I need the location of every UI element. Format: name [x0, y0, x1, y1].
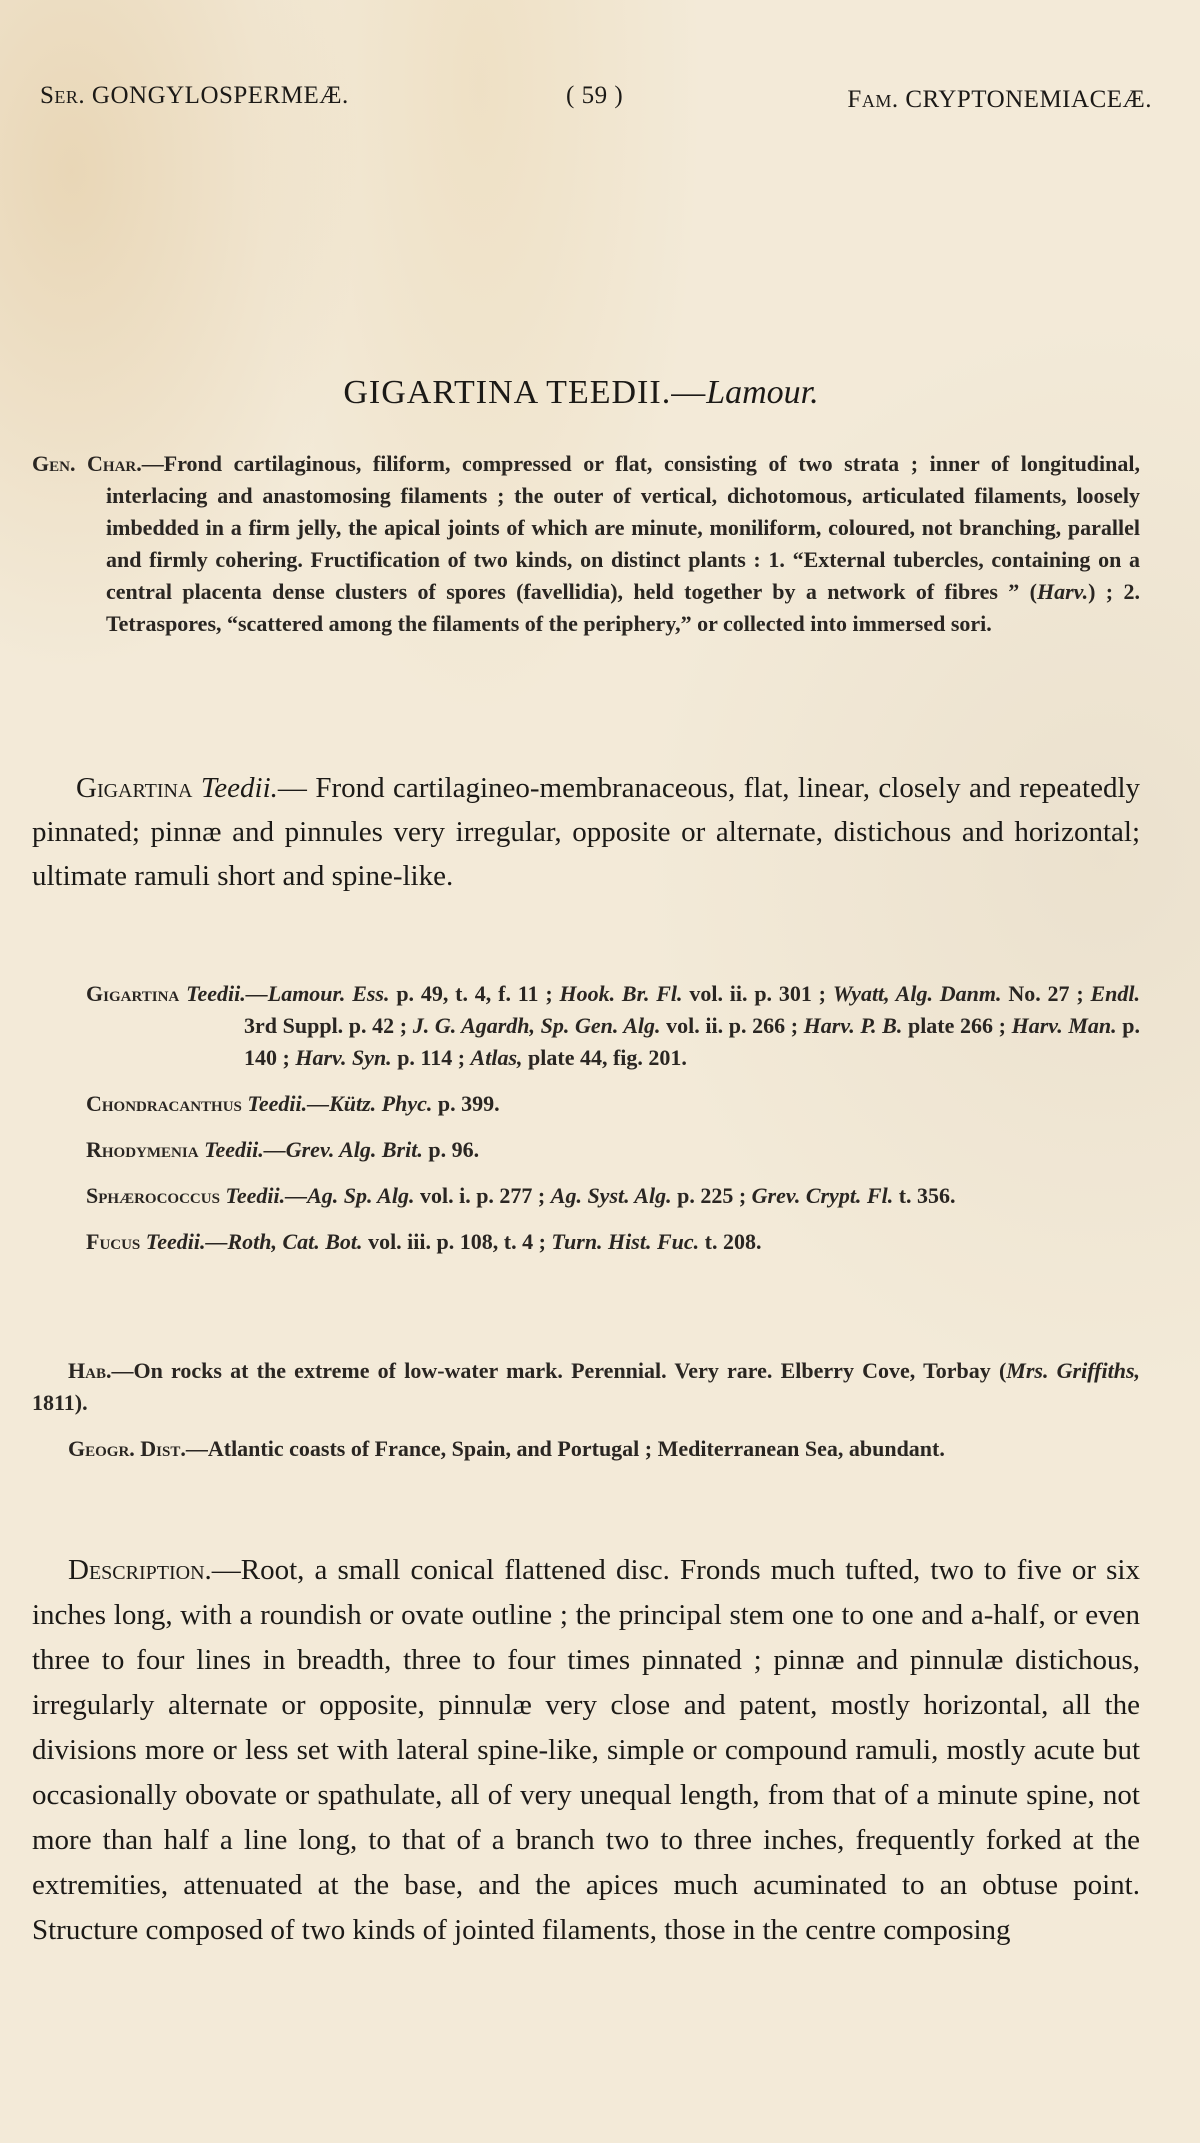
- synonym-ref: Harv. P. B.: [803, 1013, 903, 1038]
- synonym-ref: Wyatt, Alg. Danm.: [832, 981, 1002, 1006]
- synonym-ref: vol. i. p. 277 ;: [414, 1183, 551, 1208]
- synonym-entry: [32, 1088, 1140, 1120]
- synonym-ref: Ag. Syst. Alg.: [550, 1183, 672, 1208]
- species-epithet: Teedii.: [200, 772, 278, 804]
- gen-char-harv: Harv.: [1036, 579, 1089, 604]
- geography-label: Geogr. Dist.: [68, 1436, 186, 1461]
- synonym-ref: plate 266 ;: [902, 1013, 1012, 1038]
- synonym-entry: [32, 1134, 1140, 1166]
- synonym-genus: Fucus: [86, 1229, 141, 1254]
- synonym-ref: Turn. Hist. Fuc.: [551, 1229, 700, 1254]
- synonym-ref: Atlas,: [470, 1045, 523, 1070]
- gen-char-text2: ) ; 2. Tetraspores, “scattered among the filaments of the periphery,” or collected into immersed sori.: [106, 579, 1141, 636]
- synonym-ref: p. 114 ;: [391, 1045, 471, 1070]
- page-number: ( 59 ): [566, 82, 624, 109]
- synonym-ref: vol. ii. p. 301 ;: [682, 981, 833, 1006]
- synonym-ref: Teedii.—Kütz. Phyc.: [247, 1091, 433, 1116]
- header-family: Fam. CRYPTONEMIACEÆ.: [847, 86, 1152, 113]
- species-text: — Frond cartilagineo-membranaceous, flat, linear, closely and repeatedly pinnated; pinnæ and pinnules very irregular, opposite or alternate, distichous and horizontal; ultimate ramuli short and spine-like.: [32, 772, 1141, 892]
- synonym-genus: Rhodymenia: [86, 1137, 199, 1162]
- synonym-ref: No. 27 ;: [1001, 981, 1091, 1006]
- description-paragraph: [32, 1548, 1140, 1953]
- synonym-ref: Teedii.—Roth, Cat. Bot.: [145, 1229, 363, 1254]
- habitat-text: —On rocks at the extreme of low-water mark. Perennial. Very rare. Elberry Cove, Torbay (: [111, 1358, 1007, 1383]
- synonym-ref: 3rd Suppl. p. 42 ;: [244, 1013, 413, 1038]
- habitat-block: [32, 1355, 1140, 1479]
- synonym-ref: Grev. Crypt. Fl.: [751, 1183, 894, 1208]
- synonym-ref: vol. iii. p. 108, t. 4 ;: [362, 1229, 552, 1254]
- gen-char-label: Gen. Char.: [32, 451, 142, 476]
- synonym-ref: p. 49, t. 4, f. 11 ;: [389, 981, 560, 1006]
- synonym-ref: t. 356.: [893, 1183, 956, 1208]
- generic-character: [32, 448, 1140, 640]
- synonym-ref: p. 225 ;: [671, 1183, 752, 1208]
- habitat-collector: Mrs. Griffiths,: [1006, 1358, 1141, 1383]
- synonym-ref: Teedii.—Lamour. Ess.: [186, 981, 390, 1006]
- description-label: Description.: [68, 1554, 212, 1586]
- species-paragraph: [32, 766, 1140, 898]
- synonym-ref: Harv. Man.: [1011, 1013, 1117, 1038]
- synonym-entry: [32, 978, 1140, 1074]
- synonym-genus: Gigartina: [86, 981, 180, 1006]
- synonym-ref: p. 399.: [432, 1091, 500, 1116]
- species-title: [30, 374, 1132, 412]
- synonymy-block: [32, 978, 1140, 1272]
- title-author: Lamour.: [706, 374, 819, 411]
- gen-char-paragraph: [32, 448, 1140, 640]
- synonym-ref: p. 96.: [422, 1137, 480, 1162]
- synonym-ref: plate 44, fig. 201.: [522, 1045, 687, 1070]
- synonym-ref: Harv. Syn.: [295, 1045, 392, 1070]
- description-text: —Root, a small conical flattened disc. Fronds much tufted, two to five or six inches long, with a roundish or ovate outline ; the principal stem one to one and a-half, or even three to four lines in breadth, three to four times pinnated ; pinnæ and pinnulæ distichous, irregularly alternate or opposite, pinnulæ very close and patent, mostly horizontal, all the divisions more or less set with lateral spine-like, simple or compound ramuli, mostly acute but occasionally obovate or spathulate, all of very unequal length, from that of a minute spine, not more than half a line long, to that of a branch two to three inches, frequently forked at the extremities, attenuated at the base, and the apices much acuminated to an obtuse point. Structure composed of two kinds of jointed filaments, those in the centre composing: [32, 1554, 1140, 1946]
- running-header: [40, 82, 1152, 122]
- synonym-genus: Sphærococcus: [86, 1183, 220, 1208]
- geography-text: —Atlantic coasts of France, Spain, and Portugal ; Mediterranean Sea, abundant.: [185, 1436, 945, 1461]
- book-page: [30, 0, 1152, 2143]
- title-name: GIGARTINA TEEDII.—: [343, 374, 707, 411]
- synonym-ref: Endl.: [1090, 981, 1140, 1006]
- header-series: Ser. GONGYLOSPERMEÆ.: [40, 82, 349, 109]
- species-character: [32, 766, 1140, 898]
- description-block: [32, 1548, 1140, 1953]
- synonym-ref: Teedii.—Ag. Sp. Alg.: [225, 1183, 415, 1208]
- species-genus: Gigartina: [76, 772, 193, 804]
- synonym-ref: t. 208.: [699, 1229, 762, 1254]
- synonym-ref: Hook. Br. Fl.: [559, 981, 683, 1006]
- synonym-genus: Chondracanthus: [86, 1091, 242, 1116]
- synonym-ref: vol. ii. p. 266 ;: [660, 1013, 804, 1038]
- synonym-ref: J. G. Agardh, Sp. Gen. Alg.: [412, 1013, 661, 1038]
- gen-char-text: —Frond cartilaginous, filiform, compressed or flat, consisting of two strata ; inner of longitudinal, interlacing and anastomosing filaments ; the outer of vertical, dichotomous, articulated filaments, loosely imbedded in a firm jelly, the apical joints of which are minute, moniliform, coloured, not branching, parallel and firmly cohering. Fructification of two kinds, on distinct plants : 1. “External tubercles, containing on a central placenta dense clusters of spores (favellidia), held together by a network of fibres ” (: [106, 451, 1140, 604]
- synonym-entry: [32, 1180, 1140, 1212]
- habitat-paragraph: [32, 1355, 1140, 1419]
- geography-paragraph: [32, 1433, 1140, 1465]
- synonym-ref: Teedii.—Grev. Alg. Brit.: [204, 1137, 423, 1162]
- synonym-entry: [32, 1226, 1140, 1258]
- habitat-text2: 1811).: [32, 1390, 88, 1415]
- synonym-ref: p. 140 ;: [244, 1013, 1141, 1070]
- habitat-label: Hab.: [68, 1358, 112, 1383]
